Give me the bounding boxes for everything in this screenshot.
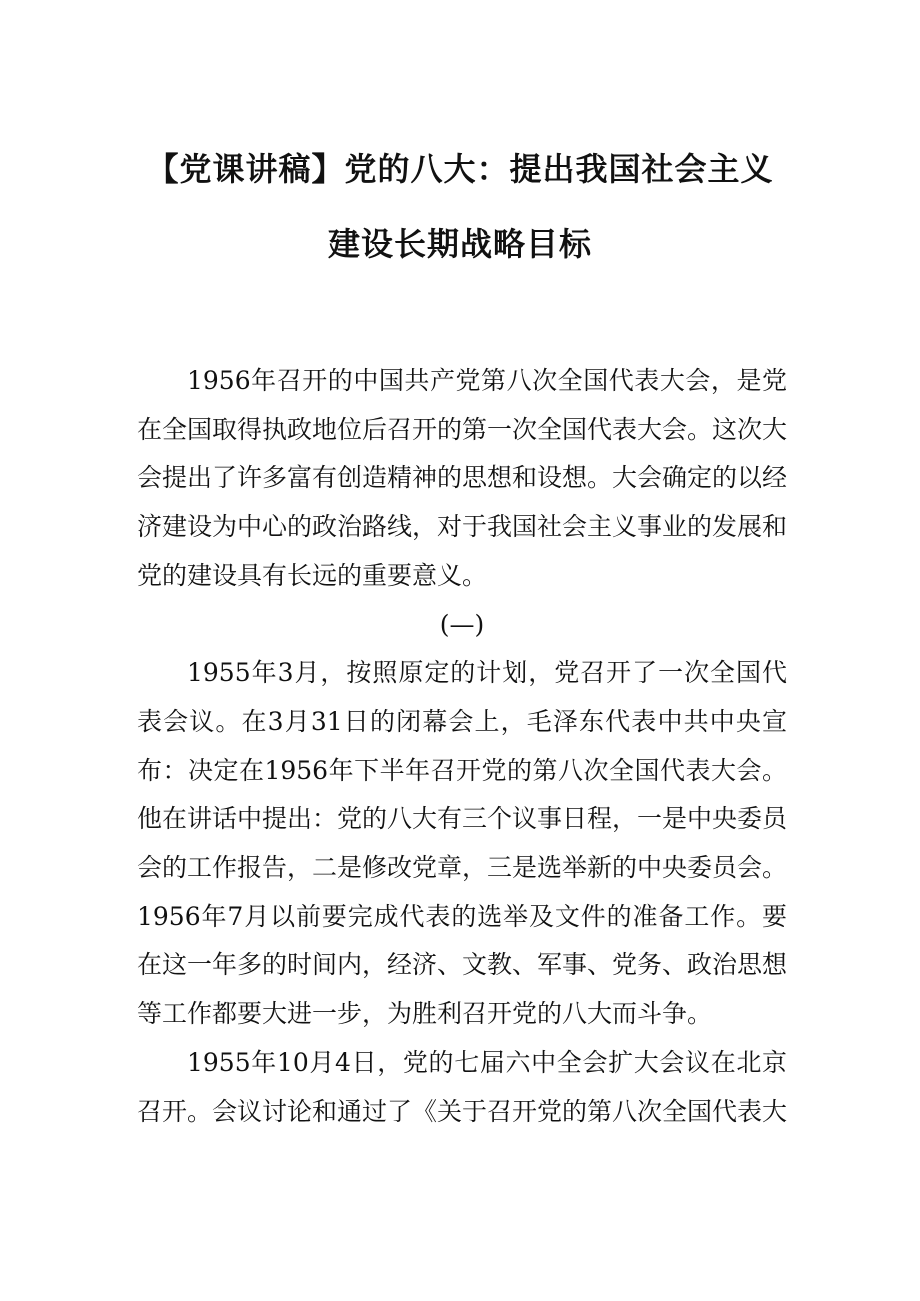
title-line-2: 建设长期战略目标 (327, 225, 592, 263)
section-heading-1: (—) (439, 609, 485, 639)
document-title (100, 150, 820, 263)
paragraph-1955-october: 1955年10月4日，党的七届六中全会扩大会议在北京召开。会议讨论和通过了《关于召开党的第八次全国代表大 (137, 1047, 788, 1126)
document-body (137, 357, 787, 1136)
title-line-1: 【党课讲稿】党的八大：提出我国社会主义 (146, 150, 774, 188)
paragraph-intro: 1956年召开的中国共产党第八次全国代表大会，是党在全国取得执政地位后召开的第一次全国代表大会。这次大会提出了许多富有创造精神的思想和设想。大会确定的以经济建设为中心的政治路线，对于我国社会主义事业的发展和党的建设具有长远的重要意义。 (137, 366, 788, 590)
paragraph-1955-march: 1955年3月，按照原定的计划，党召开了一次全国代表会议。在3月31日的闭幕会上，毛泽东代表中共中央宣布：决定在1956年下半年召开党的第八次全国代表大会。他在讲话中提出：党的八大有三个议事日程，一是中央委员会的工作报告，二是修改党章，三是选举新的中央委员会。1956年7月以前要完成代表的选举及文件的准备工作。要在这一年多的时间内，经济、文教、军事、党务、政治思想等工作都要大进一步，为胜利召开党的八大而斗争。 (137, 658, 788, 1029)
